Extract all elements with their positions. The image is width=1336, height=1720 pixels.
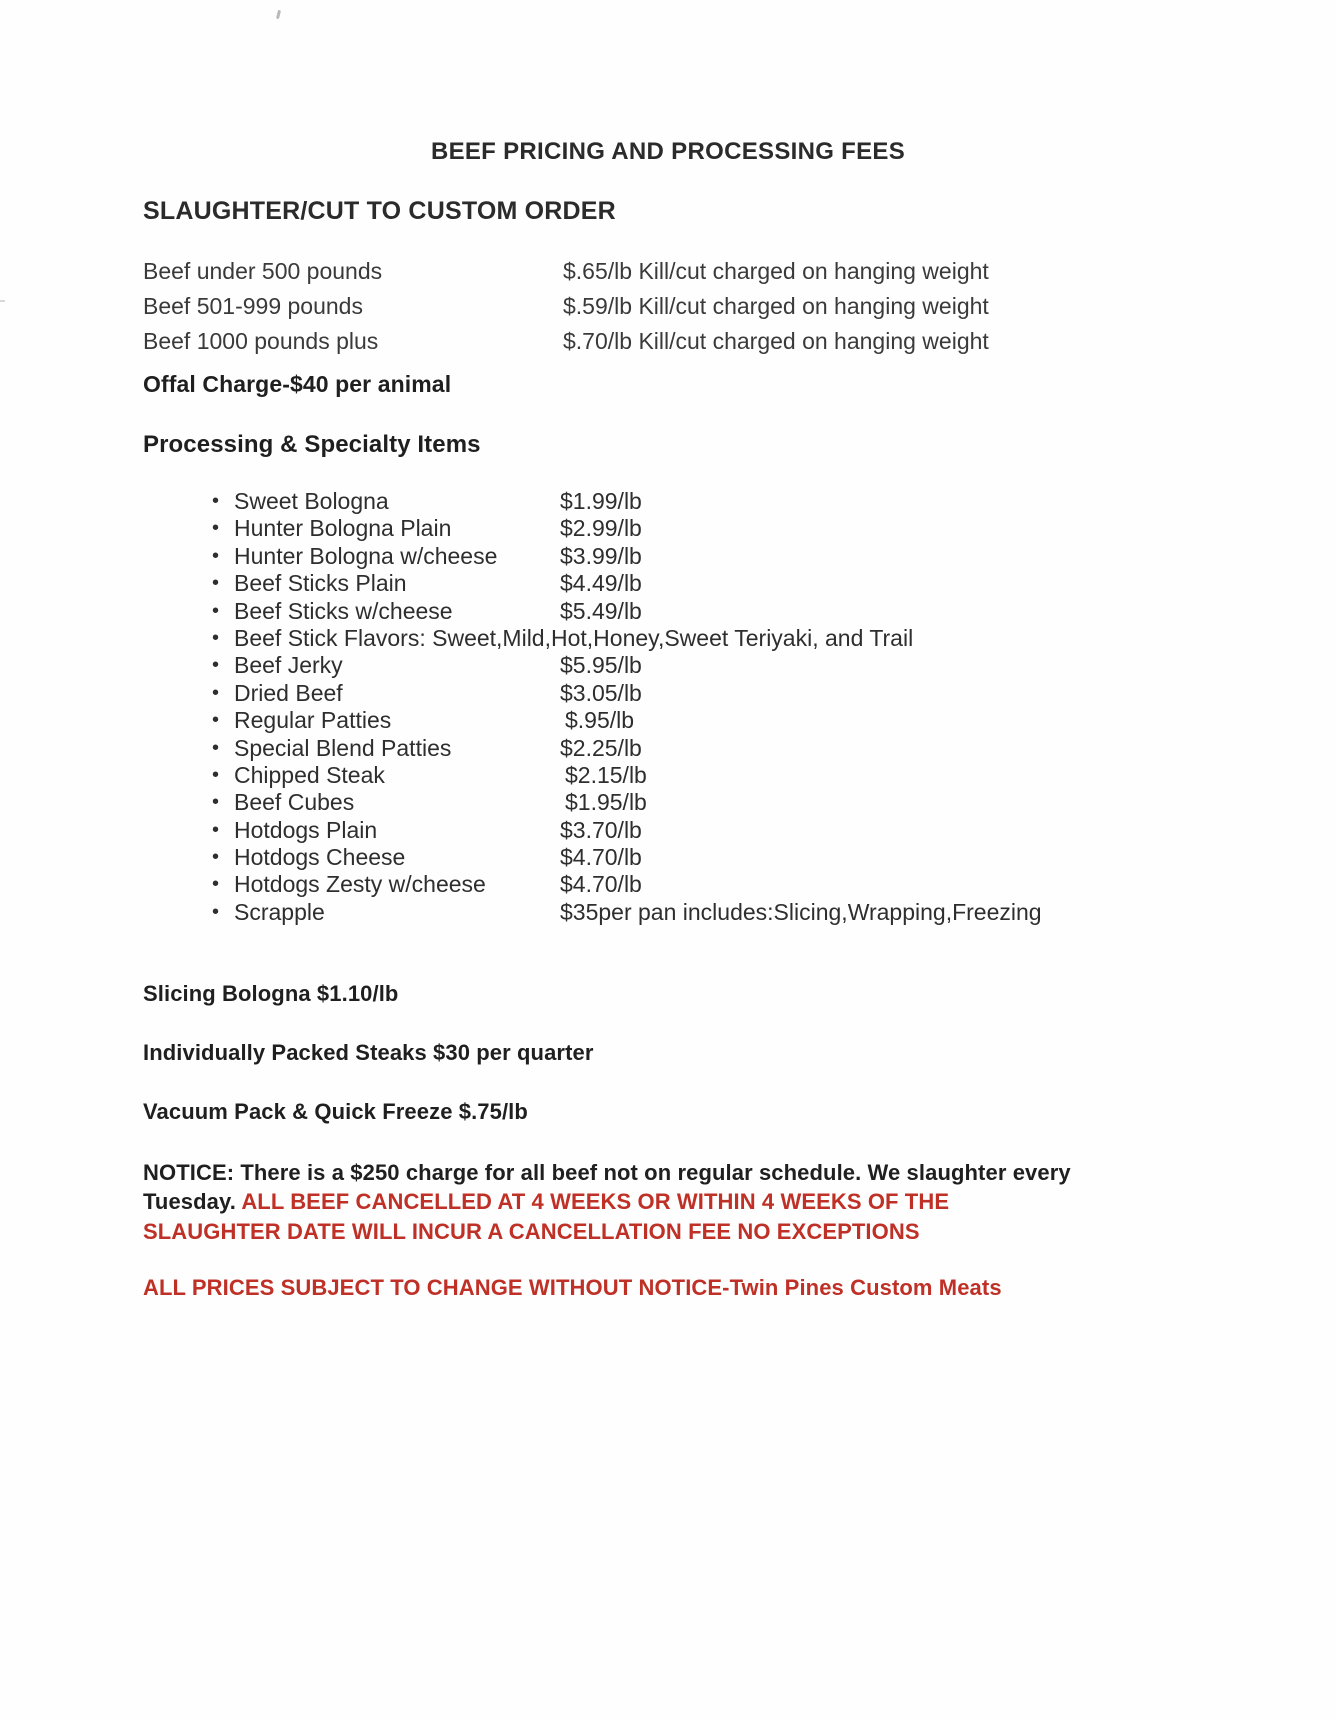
section-heading-processing: Processing & Specialty Items <box>143 431 481 458</box>
item-price: $4.70/lb <box>560 844 642 871</box>
bullet-icon: • <box>212 846 220 869</box>
item-price: $4.70/lb <box>560 871 642 898</box>
tier-label: Beef under 500 pounds <box>143 258 383 284</box>
item-price: $3.05/lb <box>560 679 642 706</box>
page-title: BEEF PRICING AND PROCESSING FEES <box>430 138 906 165</box>
tier-label: Beef 501-999 pounds <box>143 293 363 320</box>
list-item <box>212 570 1232 597</box>
specialty-items-list <box>212 488 1232 926</box>
bullet-icon: • <box>212 654 220 677</box>
offal-charge-line: Offal Charge-$40 per animal <box>143 371 452 397</box>
vacuum-pack-line: Vacuum Pack & Quick Freeze $.75/lb <box>143 1099 528 1124</box>
bullet-icon: • <box>212 599 220 622</box>
list-item <box>212 515 1232 542</box>
bullet-icon: • <box>212 900 220 923</box>
item-name: Scrapple <box>234 898 325 925</box>
item-name: Hotdogs Plain <box>234 816 378 843</box>
item-price: $2.25/lb <box>560 734 642 761</box>
list-item <box>212 871 1232 898</box>
list-item <box>212 735 1232 762</box>
item-price: $5.49/lb <box>560 597 642 624</box>
scan-artifact-edge <box>0 300 5 302</box>
bullet-icon: • <box>212 791 220 814</box>
item-price: $1.95/lb <box>565 789 647 816</box>
item-name: Beef Cubes <box>234 789 355 816</box>
list-item <box>212 844 1232 871</box>
bullet-icon: • <box>212 572 220 595</box>
bullet-icon: • <box>212 873 220 896</box>
slaughter-price-table-body <box>143 258 1143 363</box>
item-price: $2.15/lb <box>565 761 647 788</box>
bullet-icon: • <box>212 709 220 732</box>
list-item <box>212 625 1232 652</box>
section-heading-slaughter: SLAUGHTER/CUT TO CUSTOM ORDER <box>143 197 616 225</box>
bullet-icon: • <box>212 517 220 540</box>
item-name: Chipped Steak <box>234 761 385 788</box>
bullet-icon: • <box>212 544 220 567</box>
list-item <box>212 543 1232 570</box>
notice-block <box>143 1158 1073 1246</box>
item-price: $3.99/lb <box>560 542 642 569</box>
item-name: Hotdogs Cheese <box>234 844 406 871</box>
tier-price: $.65/lb Kill/cut charged on hanging weight <box>563 258 989 284</box>
item-price: $.95/lb <box>565 707 635 734</box>
item-price: $4.49/lb <box>560 570 642 597</box>
tier-price: $.59/lb Kill/cut charged on hanging weight <box>563 293 989 320</box>
list-item <box>212 652 1232 679</box>
table-row <box>143 328 1143 363</box>
item-name: Sweet Bologna <box>234 488 389 514</box>
list-item <box>212 899 1232 926</box>
list-item <box>212 817 1232 844</box>
notice-red-text: ALL BEEF CANCELLED AT 4 WEEKS OR WITHIN 4 WEEKS OF THE SLAUGHTER DATE WILL INCUR A CANCELLATION FEE NO EXCEPTIONS <box>143 1189 950 1244</box>
slicing-bologna-line: Slicing Bologna $1.10/lb <box>143 981 399 1006</box>
item-name: Special Blend Patties <box>234 734 452 761</box>
table-row <box>143 293 1143 328</box>
individually-packed-steaks-line: Individually Packed Steaks $30 per quarter <box>143 1040 594 1065</box>
item-price: $2.99/lb <box>560 515 642 542</box>
item-name: Beef Sticks Plain <box>234 570 407 597</box>
scan-artifact-speck <box>276 10 281 19</box>
tier-price: $.70/lb Kill/cut charged on hanging weight <box>563 328 989 355</box>
slaughter-price-table <box>143 258 1143 363</box>
list-item <box>212 680 1232 707</box>
item-name: Hunter Bologna Plain <box>234 515 452 542</box>
bullet-icon: • <box>212 681 220 704</box>
bullet-icon: • <box>212 490 220 512</box>
item-name: Regular Patties <box>234 707 392 734</box>
item-name: Beef Stick Flavors: Sweet,Mild,Hot,Honey,Sweet Teriyaki, and Trail <box>234 624 914 651</box>
item-name: Hunter Bologna w/cheese <box>234 542 498 569</box>
item-name: Hotdogs Zesty w/cheese <box>234 871 486 898</box>
item-price: $5.95/lb <box>560 652 642 679</box>
list-item <box>212 598 1232 625</box>
item-name: Beef Jerky <box>234 652 343 679</box>
notice-black-text: NOTICE: There is a $250 charge for all beef not on regular schedule. We slaughter every Tuesday. <box>143 1160 1071 1215</box>
item-name: Dried Beef <box>234 679 343 706</box>
table-row <box>143 258 1143 293</box>
list-item <box>212 707 1232 734</box>
list-item <box>212 488 1232 515</box>
list-item <box>212 762 1232 789</box>
item-name: Beef Sticks w/cheese <box>234 597 453 624</box>
bullet-icon: • <box>212 818 220 841</box>
item-price: $35per pan includes:Slicing,Wrapping,Freezing <box>560 898 1042 925</box>
item-price: $1.99/lb <box>560 488 642 514</box>
item-price: $3.70/lb <box>560 816 642 843</box>
bullet-icon: • <box>212 626 220 649</box>
bullet-icon: • <box>212 763 220 786</box>
list-item <box>212 789 1232 816</box>
bullet-icon: • <box>212 736 220 759</box>
prices-subject-to-change-line: ALL PRICES SUBJECT TO CHANGE WITHOUT NOTICE-Twin Pines Custom Meats <box>143 1275 1002 1300</box>
tier-label: Beef 1000 pounds plus <box>143 328 379 355</box>
